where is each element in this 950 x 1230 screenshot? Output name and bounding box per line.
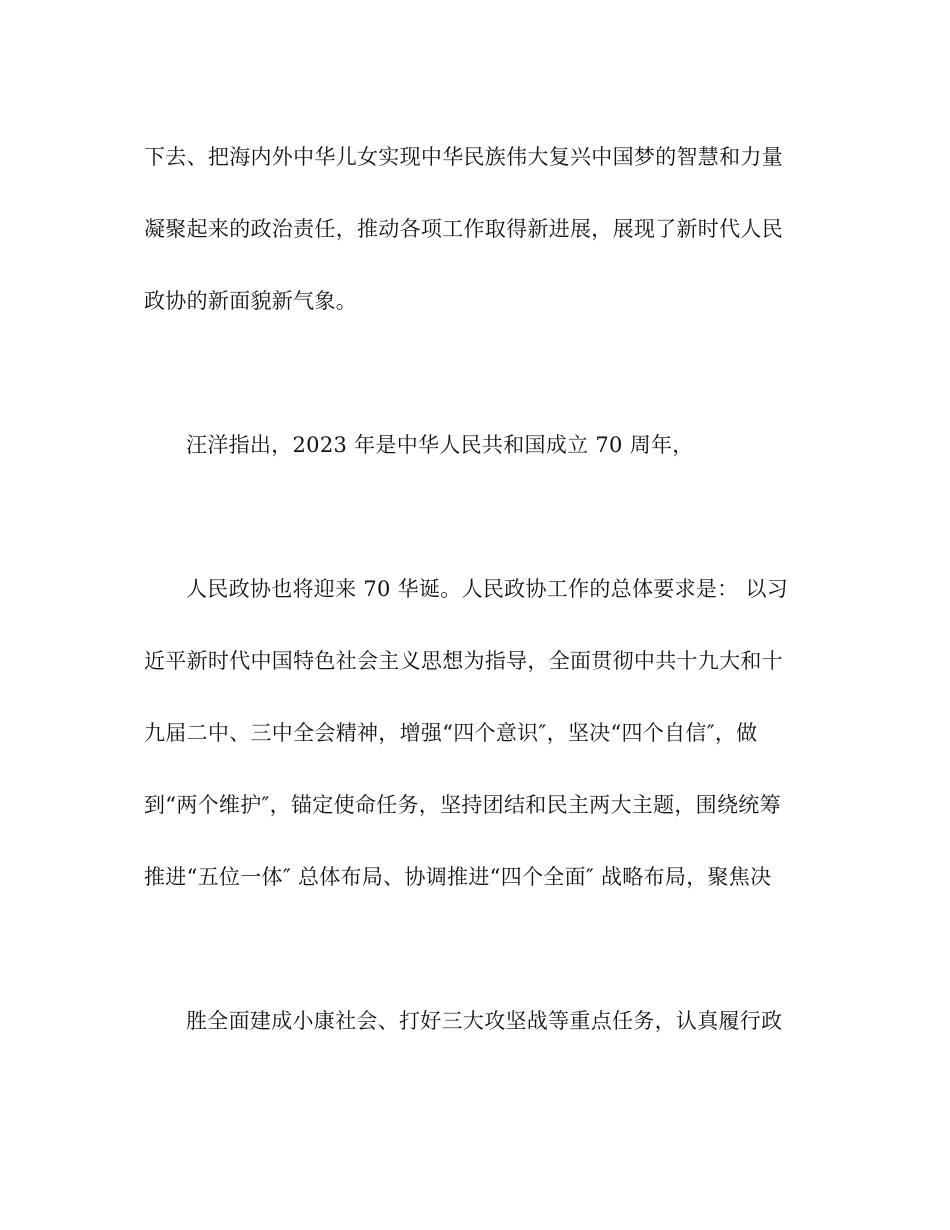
paragraph-4-line-1: 胜全面建成小康社会、打好三大攻坚战等重点任务，认真履行政 — [186, 1009, 783, 1033]
paragraph-1-line-2: 凝聚起来的政治责任，推动各项工作取得新进展，展现了新时代人民 — [144, 217, 783, 241]
paragraph-1-line-1: 下去、把海内外中华儿女实现中华民族伟大复兴中国梦的智慧和力量 — [144, 145, 783, 169]
paragraph-1-line-3: 政协的新面貌新气象。 — [144, 289, 357, 313]
paragraph-3-line-1: 人民政协也将迎来 70 华诞。人民政协工作的总体要求是： 以习 — [186, 577, 789, 601]
paragraph-2-line-1: 汪洋指出，2023 年是中华人民共和国成立 70 周年， — [186, 433, 694, 457]
paragraph-3-line-4: 到“两个维护″，锚定使命任务，坚持团结和民主两大主题，围绕统筹 — [144, 793, 781, 817]
paragraph-3-line-3: 九届二中、三中全会精神，增强“四个意识″，坚决“四个自信″，做 — [144, 721, 758, 745]
paragraph-3-line-5: 推进“五位一体″ 总体布局、协调推进“四个全面″ 战略布局，聚焦决 — [144, 865, 772, 889]
paragraph-3-line-2: 近平新时代中国特色社会主义思想为指导，全面贯彻中共十九大和十 — [144, 649, 783, 673]
